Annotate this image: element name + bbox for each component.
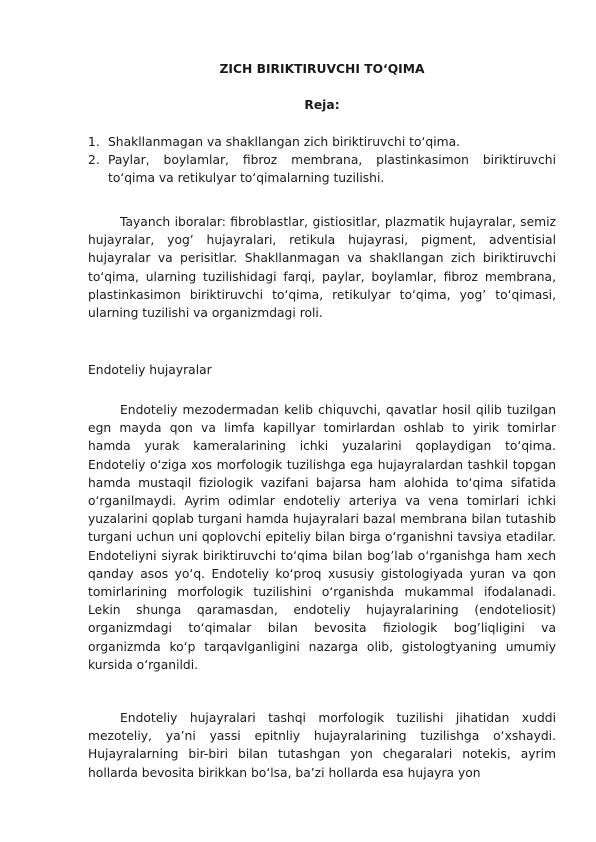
plan-item-text: Paylar, boylamlar, fibroz membrana, plastinkasimon biriktiruvchi to‘qima va retikulyar to‘qimalarning tuzilishi. xyxy=(108,153,556,186)
body-paragraph: Endoteliy hujayralari tashqi morfologik tuzilishi jihatidan xuddi mezoteliy, ya’ni yassi epitnliy hujayralarining tuzilishga o‘xshaydi. Hujayralarning bir-biri bilan tutashgan yon chegaralari notekis, ayrim hollarda bevosita birikkan bo‘lsa, ba’zi hollarda esa hujayra yon xyxy=(88,711,556,780)
section-heading: Endoteliy hujayralar xyxy=(88,363,212,377)
plan-item-number: 2. xyxy=(88,153,100,168)
plan-item xyxy=(88,151,556,187)
keywords-paragraph: Tayanch iboralar: fibroblastlar, gistiositlar, plazmatik hujayralar, semiz hujayralar, yog’ hujayralari, retikula hujayrasi, pigment, adventisial hujayralar va perisitlar. Shakllanmagan va shakllangan zich biriktiruvchi to‘qima, ularning tuzilishidagi farqi, paylar, boylamlar, fibroz membrana, plastinkasimon biriktiruvchi to‘qima, retikulyar to‘qima, yog’ to‘qimasi, ularning tuzilishi va organizmdagi roli. xyxy=(88,215,556,321)
body-paragraph: Endoteliy mezodermadan kelib chiquvchi, qavatlar hosil qilib tuzilgan egn mayda qon va limfa kapillyar tomirlardan oshlab to yirik tomirlar hamda yurak kameralarining ichki yuzalarini qoplaydigan to‘qima. Endoteliy o‘ziga xos morfologik tuzilishga ega hujayralardan tashkil topgan hamda mustaqil fiziologik vazifani bajarsa ham alohida to‘qima sifatida o‘rganilmaydi. Ayrim odimlar endoteliy arteriya va vena tomirlari ichki yuzalarini qoplab turgani hamda hujayralari bazal membrana bilan tutashib turgani uchun uni qoplovchi epiteliy bilan birga o‘rganishni tavsiya etadilar. Endoteliyni siyrak biriktiruvchi to‘qima bilan bog’lab o‘rganishga ham xech qanday asos yo‘q. Endoteliy ko‘proq xususiy gistologiyada yuran va qon tomirlarining morfologik tuzilishini o‘rganishda mukammal ifodalanadi. Lekin shunga qaramasdan, endoteliy hujayralarining (endoteliosit) organizmdagi to‘qimalar bilan bevosita fiziologik bog’liqligini va organizmda ko‘p tarqavlganligini nazarga olib, gistologtyaning umumiy kursida o‘rganildi. xyxy=(88,403,556,672)
document-title: ZICH BIRIKTIRUVCHI TO‘QIMA xyxy=(219,62,425,76)
plan-item-text: Shakllanmagan va shakllangan zich biriktiruvchi to‘qima. xyxy=(108,135,461,149)
plan-heading: Reja: xyxy=(304,98,340,112)
plan-item xyxy=(88,133,556,151)
plan-item-number: 1. xyxy=(88,135,100,149)
plan-list xyxy=(88,133,556,188)
